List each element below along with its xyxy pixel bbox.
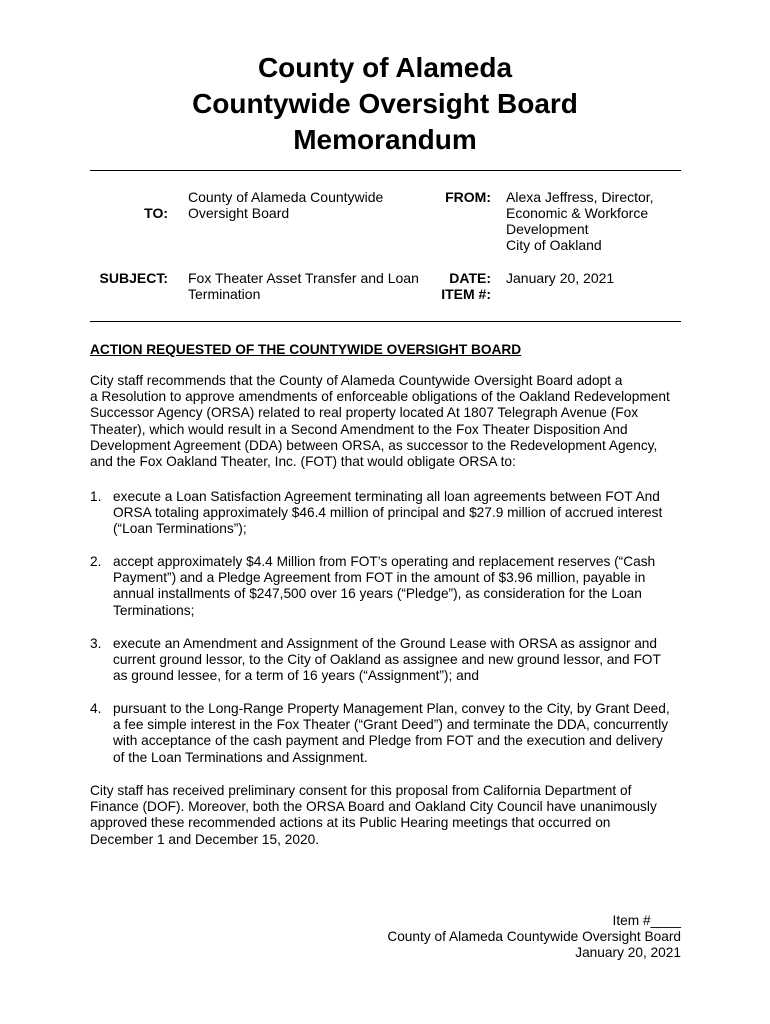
paragraph-line: Finance (DOF). Moreover, both the ORSA Board and Oakland City Council have unanimously [90, 799, 657, 815]
paragraph-line: City staff has received preliminary consent for this proposal from California Department of [90, 783, 632, 798]
paragraph-line: Theater), which would result in a Second Amendment to the Fox Theater Disposition And [90, 421, 628, 437]
title-line-county: County of Alameda [257, 52, 513, 83]
paragraph-line: December 1 and December 15, 2020. [90, 831, 320, 847]
page-footer [387, 913, 681, 962]
date-value: January 20, 2021 [506, 270, 615, 286]
to-label: TO: [144, 205, 168, 221]
item-label: ITEM #: [441, 286, 491, 302]
date-label: DATE: [449, 270, 491, 286]
memorandum-page: County of Alameda Countywide Oversight Board Memorandum TO: County of Alameda Countywide Oversight Board FROM: Alexa Jeffress, Director, Economic & Workforce Development City of Oakland SUBJECT: Fox Theater Asset Transfer and Loan Termination DATE: ITEM #: January 20, 2021 ACTION REQUESTED OF THE COUNTYWIDE OVERSIGHT BOARD City staff recommends that the County of Alameda Countywide Oversight Board adopt a a Resolution to approve amendments of enforceable obligations of the Oakland Redevelopment Successor Agency (ORSA) related to real property located At 1807 Telegraph Avenue (Fox Theater), which would result in a Second Amendment to the Fox Theater Disposition And Development Agreement (DDA) between ORSA, as successor to the Redevelopment Agency, and the Fox Oakland Theater, Inc. (FOT) that would obligate ORSA to: 1. execute a Loan Satisfaction Agreement terminating all loan agreements between FOT And ORSA totaling approximately $46.4 million of principal and $27.9 million of accrued interest (“Loan Terminations”); 2. accept approximately $4.4 Million from FOT’s operating and replacement reserves (“Cash Payment”) and a Pledge Agreement from FOT in the amount of $3.96 million, payable in annual installments of $247,500 over 16 years (“Pledge”), as consideration for the Loan Terminations; 3. execute an Amendment and Assignment of the Ground Lease with ORSA as assignor and current ground lessor, to the City of Oakland as assignee and new ground lessor, and FOT as ground lessee, for a term of 16 years (“Assignment”); and 4. pursuant to the Long-Range Property Management Plan, convey to the City, by Grant Deed, a fee simple interest in the Fox Theater (“Grant Deed”) and terminate the DDA, concurrently with acceptance of the cash payment and Pledge from FOT and the execution and delivery of the Loan Terminations and Assignment. City staff has received preliminary consent for this proposal from California Department of Finance (DOF). Moreover, both the ORSA Board and Oakland City Council have unanimously approved these recommended actions at its Public Hearing meetings that occurred on December 1 and December 15, 2020. Item #____ County of Alameda Countywide Oversight Board January 20, 2021 [0, 0, 770, 1024]
list-number: 2. [90, 554, 102, 569]
action-requested-heading: ACTION REQUESTED OF THE COUNTYWIDE OVERSIGHT BOARD [90, 342, 522, 357]
paragraph-line: and the Fox Oakland Theater, Inc. (FOT) that would obligate ORSA to: [90, 454, 516, 470]
header-top-divider [90, 170, 681, 171]
title-line-board: Countywide Oversight Board [192, 88, 578, 119]
closing-paragraph [90, 783, 690, 848]
footer-item-number: Item #____ [612, 913, 681, 928]
date-item-labels [420, 270, 491, 302]
to-value: County of Alameda Countywide Oversight Board [188, 189, 384, 221]
title-line-memorandum: Memorandum [293, 124, 477, 155]
subject-value: Fox Theater Asset Transfer and Loan Termination [188, 270, 419, 302]
footer-date: January 20, 2021 [575, 945, 681, 961]
memo-title [0, 50, 770, 158]
paragraph-line: approved these recommended actions at its Public Hearing meetings that occurred on [90, 815, 611, 831]
paragraph-line: a Resolution to approve amendments of enforceable obligations of the Oakland Redevelopment [90, 389, 670, 405]
paragraph-line: City staff recommends that the County of Alameda Countywide Oversight Board adopt a [90, 373, 623, 388]
paragraph-line: Development Agreement (DDA) between ORSA, as successor to the Redevelopment Agency, [90, 437, 658, 453]
list-number: 3. [90, 636, 102, 651]
paragraph-line: Successor Agency (ORSA) related to real property located At 1807 Telegraph Avenue (Fox [90, 405, 639, 421]
footer-board-name: County of Alameda Countywide Oversight Board [387, 929, 681, 945]
from-value: Alexa Jeffress, Director, Economic & Workforce Development City of Oakland [506, 189, 654, 253]
intro-paragraph [90, 373, 690, 470]
list-number: 4. [90, 701, 102, 716]
header-bottom-divider [90, 321, 681, 322]
list-number: 1. [90, 489, 102, 504]
from-label: FROM: [445, 189, 491, 205]
subject-label: SUBJECT: [99, 270, 168, 286]
